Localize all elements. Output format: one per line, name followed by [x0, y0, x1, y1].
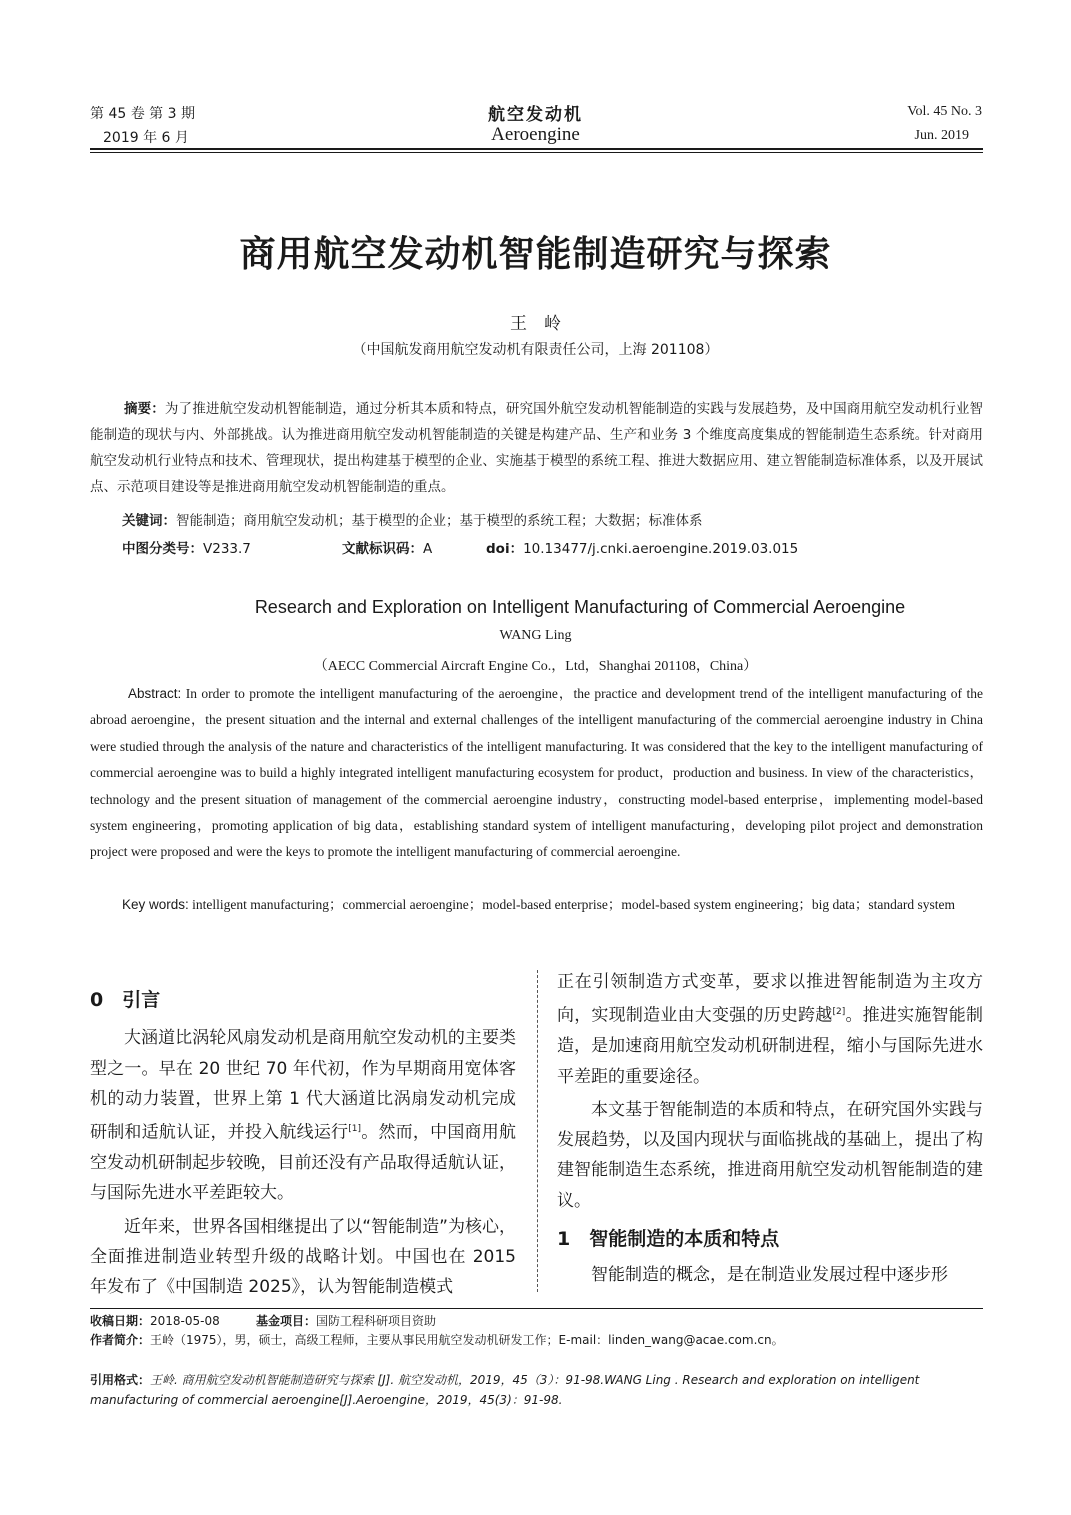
clc-value: V233.7	[203, 541, 251, 557]
citation-label: 引用格式：	[90, 1373, 151, 1387]
author-cn: 王 岭	[510, 314, 561, 334]
issue-volume: 第 45 卷 第 3 期	[90, 106, 195, 122]
author-bio-value: 王岭（1975），男，硕士，高级工程师，主要从事民用航空发动机研发工作；E-mail：linden_wang@acae.com.cn。	[150, 1333, 784, 1347]
keywords-cn-text: 智能制造；商用航空发动机；基于模型的企业；基于模型的系统工程；大数据；标准体系	[176, 513, 703, 529]
author-en: WANG Ling	[499, 628, 572, 643]
right-paragraph-1-end: 。推进实施智能制造，是加速商用航空发动机研制进程，缩小与国际先进水平差距的重要途径。	[557, 1005, 983, 1087]
journal-name-cn: 航空发动机	[488, 105, 583, 125]
paper-title-cn: 商用航空发动机智能制造研究与探索	[239, 234, 832, 275]
reference-2[interactable]: [2]	[832, 1007, 846, 1018]
doi-value: 10.13477/j.cnki.aeroengine.2019.03.015	[523, 541, 799, 557]
doc-code-value: A	[423, 541, 433, 557]
keywords-en-text: intelligent manufacturing；commercial aeroengine；model-based enterprise；model-based system engineering；big data；standard system	[188, 897, 956, 912]
column-divider	[537, 970, 538, 1292]
date-en: Jun. 2019	[914, 128, 969, 143]
section-1-title: 1 智能制造的本质和特点	[557, 1228, 780, 1251]
journal-name-en: Aeroengine	[491, 124, 580, 145]
keywords-cn	[122, 509, 703, 529]
clc-number	[122, 537, 251, 557]
keywords-en-label: Key words:	[122, 897, 189, 912]
header-rule-thin	[90, 152, 983, 153]
right-paragraph-1: 正在引领制造方式变革，要求以推进智能制造为主攻方向，实现制造业由大变强的历史跨越	[557, 972, 983, 1026]
left-paragraph-1-end: 。然而，中国商用航空发动机研制起步较晚，目前还没有产品取得适航认证，与国际先进水平差距较大。	[90, 1122, 516, 1204]
doi-label: doi：	[486, 541, 524, 557]
author-bio	[90, 1331, 983, 1348]
reference-1[interactable]: [1]	[348, 1124, 362, 1135]
footnote-rule	[90, 1308, 983, 1309]
fund-info	[256, 1312, 436, 1329]
received-date	[90, 1312, 220, 1329]
abstract-en-label: Abstract:	[128, 686, 182, 701]
abstract-cn-text: 为了推进航空发动机智能制造，通过分析其本质和特点，研究国外航空发动机智能制造的实践与发展趋势，及中国商用航空发动机行业智能制造的现状与内、外部挑战。认为推进商用航空发动机智能制造的关键是构建产品、生产和业务 3 个维度高度集成的智能制造生态系统。针对商用航空发动机行业特点和技术、管理现状，提出构建基于模型的企业、实施基于模型的系统工程、推进大数据应用、建立智能制造标准体系，以及开展试点、示范项目建设等是推进商用航空发动机智能制造的重点。	[90, 401, 984, 495]
document-code	[342, 537, 432, 557]
body-right-column	[557, 967, 983, 1291]
citation-value: 王岭. 商用航空发动机智能制造研究与探索 [J]. 航空发动机，2019，45（3）：91-98.WANG Ling . Research and exploration on intelligent manufacturing of commercial aeroengine[J].Aeroengine，2019，45(3)：91-98.	[90, 1373, 920, 1407]
paper-title-en: Research and Exploration on Intelligent Manufacturing of Commercial Aeroengine	[254, 597, 906, 617]
keywords-en	[90, 892, 983, 918]
author-bio-label: 作者简介：	[90, 1333, 151, 1347]
issue-date: 2019 年 6 月	[103, 130, 189, 146]
right-paragraph-2: 本文基于智能制造的本质和特点，在研究国外实践与发展趋势，以及国内现状与面临挑战的基础上，提出了构建智能制造生态系统，推进商用航空发动机智能制造的建议。	[557, 1099, 983, 1211]
left-paragraph-2: 近年来，世界各国相继提出了以“智能制造”为核心，全面推进制造业转型升级的战略计划。中国也在 2015 年发布了《中国制造 2025》，认为智能制造模式	[90, 1216, 516, 1298]
fund-value: 国防工程科研项目资助	[316, 1314, 437, 1328]
received-label: 收稿日期：	[90, 1314, 151, 1328]
doc-code-label: 文献标识码：	[342, 541, 423, 557]
doi	[486, 537, 798, 557]
right-paragraph-3: 智能制造的概念，是在制造业发展过程中逐步形	[591, 1265, 948, 1286]
abstract-en-text: In order to promote the intelligent manufacturing of the aeroengine，the practice and development trend of the intelligent manufacturing of the abroad aeroengine，the present situation and the internal and external challenges of the intelligent manufacturing of the commercial aeroengine industry in China were studied through the analysis of the nature and characteristics of the intelligent manufacturing. It was considered that the key to the intelligent manufacturing of commercial aeroengine was to build a highly integrated intelligent manufacturing ecosystem for product，production and business. In view of the characteristics， technology and the present situation of management of the commercial aeroengine industry，constructing model-based enterprise，implementing model-based system engineering，promoting application of big data，establishing standard system of intelligent manufacturing，developing pilot project and demonstration project were proposed and were the keys to promote the intelligent manufacturing of commercial aeroengine.	[90, 686, 983, 860]
header-rule	[90, 148, 983, 150]
affiliation-cn: （中国航发商用航空发动机有限责任公司，上海 201108）	[352, 342, 719, 358]
citation-format	[90, 1370, 983, 1410]
left-paragraph-1: 大涵道比涡轮风扇发动机是商用航空发动机的主要类型之一。早在 20 世纪 70 年代初，作为早期商用宽体客机的动力装置，世界上第 1 代大涵道比涡扇发动机完成研制和适航认证，并投入航线运行	[90, 1028, 516, 1143]
received-value: 2018-05-08	[150, 1314, 220, 1328]
abstract-cn-label: 摘要：	[124, 401, 165, 417]
volume-en: Vol. 45 No. 3	[907, 104, 982, 119]
abstract-cn	[90, 396, 983, 500]
abstract-en	[90, 681, 983, 866]
section-0-title: 0 引言	[90, 989, 161, 1011]
affiliation-en: （AECC Commercial Aircraft Engine Co.，Ltd，Shanghai 201108，China）	[313, 659, 758, 674]
keywords-cn-label: 关键词：	[122, 513, 176, 529]
clc-label: 中图分类号：	[122, 541, 203, 557]
body-left-column	[90, 985, 516, 1303]
fund-label: 基金项目：	[256, 1314, 317, 1328]
